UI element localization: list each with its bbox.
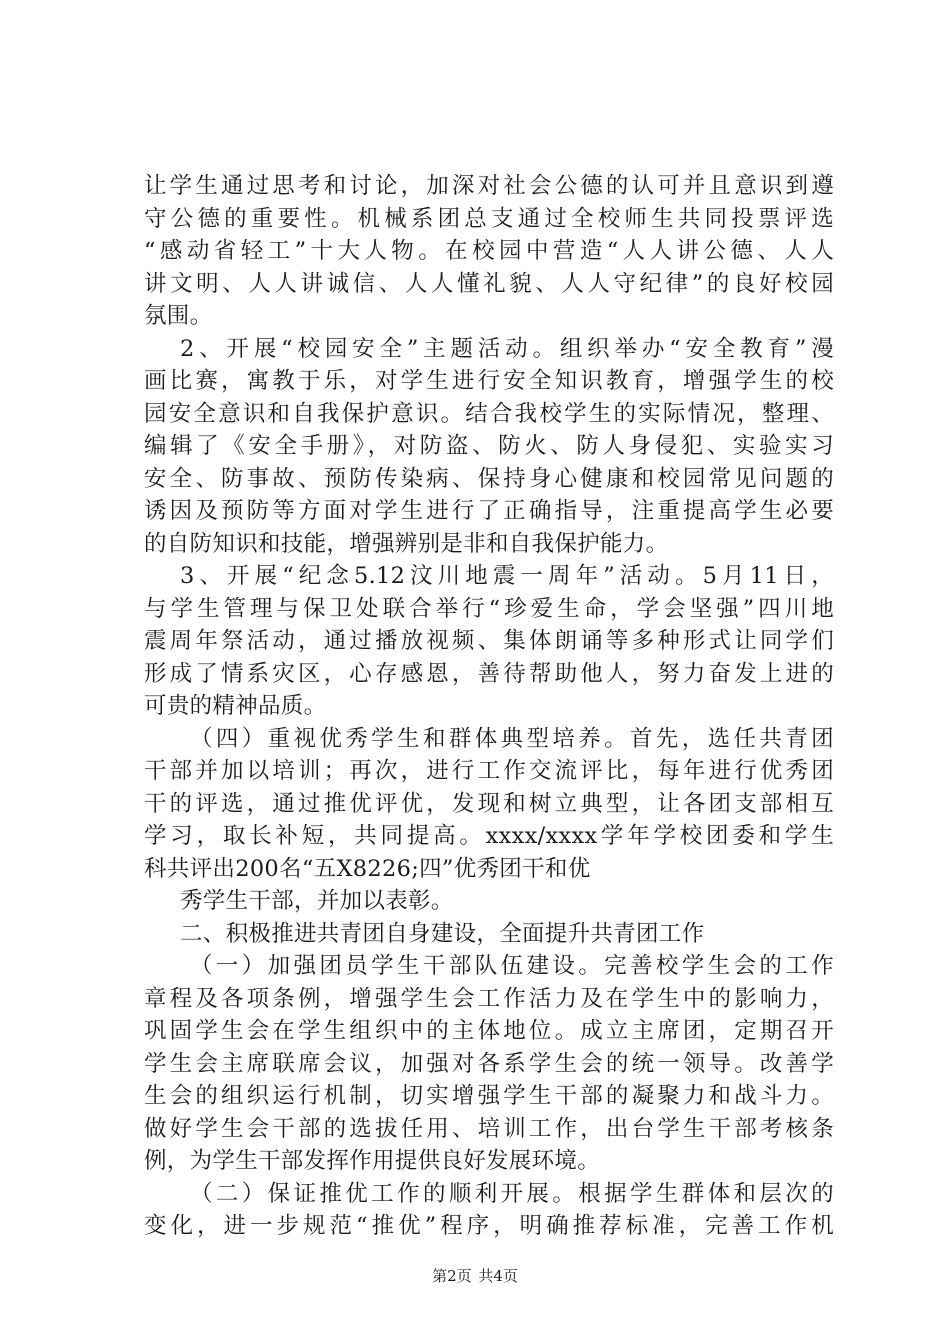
text-line: 讲文明、人人讲诚信、人人懂礼貌、人人守纪律”的良好校园 (144, 270, 834, 297)
text-line: 诱因及预防等方面对学生进行了正确指导，注重提高学生必要 (144, 498, 834, 524)
text-line: （一）加强团员学生干部队伍建设。完善校学生会的工作 (190, 953, 834, 979)
section-heading: 二、积极推进共青团自身建设，全面提升共青团工作 (180, 920, 705, 947)
text-line: 变化，进一步规范“推优”程序，明确推荐标准，完善工作机 (144, 1213, 834, 1239)
text-line: 园安全意识和自我保护意识。结合我校学生的实际情况，整理、 (144, 400, 834, 427)
text-line: 生会的组织运行机制，切实增强学生干部的凝聚力和战斗力。 (144, 1083, 834, 1109)
text-line: 2、开展“校园安全”主题活动。组织举办“安全教育”漫 (180, 335, 834, 362)
text-line: 可贵的精神品质。 (144, 693, 327, 719)
text-line: 的自防知识和技能，增强辨别是非和自我保护能力。 (144, 530, 669, 557)
text-line: 干部并加以培训；再次，进行工作交流评比，每年进行优秀团 (144, 758, 834, 784)
text-line: “感动省轻工”十大人物。在校园中营造“人人讲公德、人人 (144, 238, 834, 264)
text-line: 3、开展“纪念5.12汶川地震一周年”活动。5月11日， (180, 563, 834, 589)
text-line: 守公德的重要性。机械系团总支通过全校师生共同投票评选 (144, 205, 834, 232)
text-line: 做好学生会干部的选拔任用、培训工作，出台学生干部考核条 (144, 1115, 834, 1142)
text-line: 与学生管理与保卫处联合举行“珍爱生命，学会坚强”四川地 (144, 595, 834, 622)
text-line: 震周年祭活动，通过播放视频、集体朗诵等多种形式让同学们 (144, 628, 834, 654)
text-line: 学习，取长补短，共同提高。xxxx/xxxx学年学校团委和学生 (144, 823, 834, 849)
page-total: 共4页 (478, 1267, 518, 1285)
text-line: 例，为学生干部发挥作用提供良好发展环境。 (144, 1148, 601, 1174)
text-line: 巩固学生会在学生组织中的主体地位。成立主席团，定期召开 (144, 1018, 834, 1044)
text-line: 章程及各项条例，增强学生会工作活力及在学生中的影响力， (144, 985, 834, 1012)
page-footer (0, 1266, 950, 1286)
text-line: 画比赛，寓教于乐，对学生进行安全知识教育，增强学生的校 (144, 368, 834, 394)
page-number: 第2页 (432, 1267, 472, 1285)
text-line: （四）重视优秀学生和群体典型培养。首先，选任共青团 (190, 725, 834, 752)
document-body (144, 170, 834, 1243)
text-line: 学生会主席联席会议，加强对各系学生会的统一领导。改善学 (144, 1050, 834, 1077)
text-line: 秀学生干部，并加以表彰。 (180, 888, 454, 914)
text-line: 氛围。 (144, 303, 213, 329)
text-line: 让学生通过思考和讨论，加深对社会公德的认可并且意识到遵 (144, 173, 834, 199)
text-line: 科共评出200名“五X8226;四”优秀团干和优 (144, 855, 591, 882)
text-line: 编辑了《安全手册》，对防盗、防火、防人身侵犯、实验实习 (144, 433, 834, 459)
text-line: 安全、防事故、预防传染病、保持身心健康和校园常见问题的 (144, 465, 834, 492)
text-line: 干的评选，通过推优评优，发现和树立典型，让各团支部相互 (144, 790, 834, 817)
text-line: （二）保证推优工作的顺利开展。根据学生群体和层次的 (190, 1180, 834, 1207)
text-line: 形成了情系灾区，心存感恩，善待帮助他人，努力奋发上进的 (144, 660, 834, 687)
